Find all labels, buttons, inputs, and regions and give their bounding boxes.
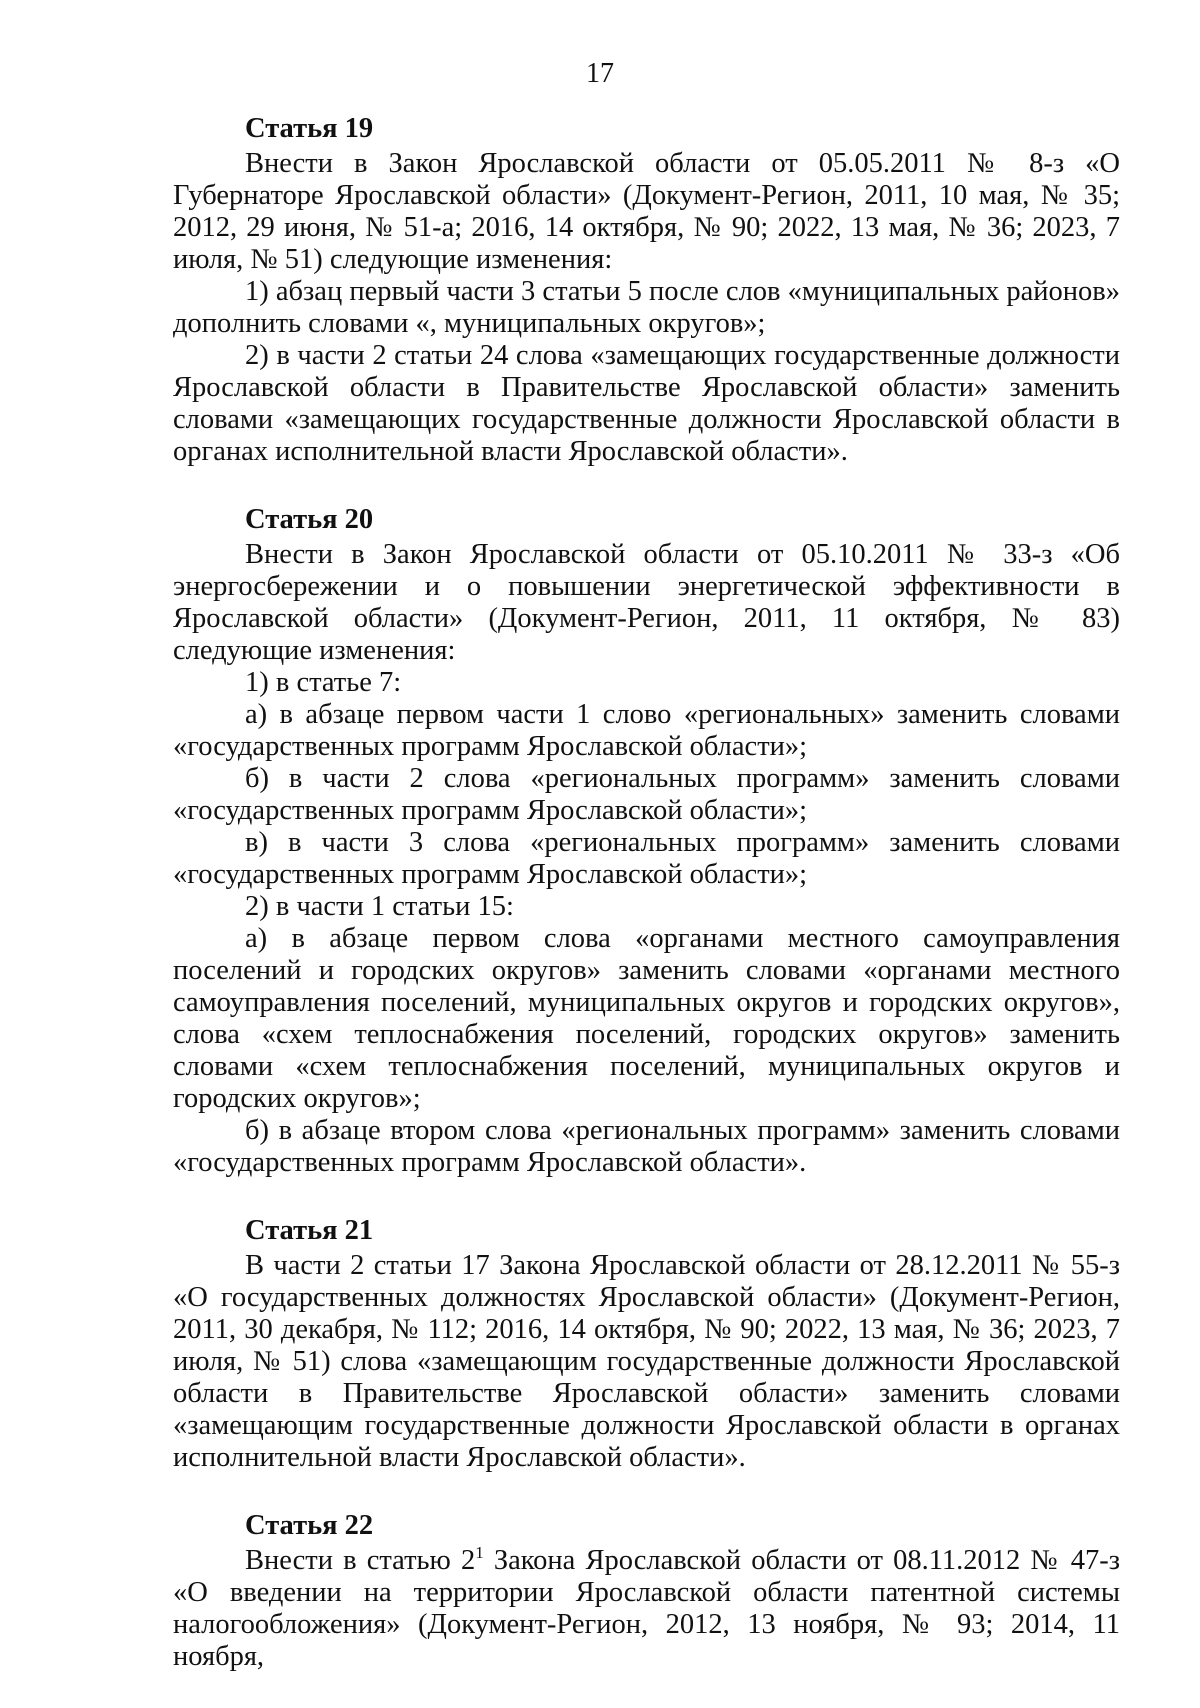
paragraph: в) в части 3 слова «региональных программ» заменить словами «государственных программ Ярославской области»; — [173, 827, 1120, 890]
paragraph: 2) в части 2 статьи 24 слова «замещающих государственные должности Ярославской области в Правительстве Ярославской области» заменить словами «замещающих государственные должности Ярославской области в органах исполнительной власти Ярославской области». — [173, 340, 1120, 467]
paragraph: 1) абзац первый части 3 статьи 5 после слов «муниципальных районов» дополнить словами «, муниципальных округов»; — [173, 276, 1120, 339]
superscript: 1 — [475, 1543, 484, 1562]
paragraph: 1) в статье 7: — [245, 667, 402, 698]
article-19 — [173, 112, 1120, 468]
article-22 — [173, 1509, 1120, 1673]
paragraph: б) в части 2 слова «региональных программ» заменить словами «государственных программ Ярославской области»; — [173, 763, 1120, 826]
paragraph: В части 2 статьи 17 Закона Ярославской области от 28.12.2011 № 55-з «О государственных должностях Ярославской области» (Документ-Регион, 2011, 30 декабря, № 112; 2016, 14 октября, № 90; 2022, 13 мая, № 36; 2023, 7 июля, № 51) слова «замещающим государственные должности Ярославской области в Правительстве Ярославской области» заменить словами «замещающим государственные должности Ярославской области в органах исполнительной власти Ярославской области». — [173, 1250, 1120, 1473]
paragraph: а) в абзаце первом слова «органами местного самоуправления поселений и городских округов» заменить словами «органами местного самоуправления поселений, муниципальных округов и городских округов», слова «схем теплоснабжения поселений, городских округов» заменить словами «схем теплоснабжения поселений, муниципальных округов и городских округов»; — [173, 923, 1120, 1114]
paragraph — [173, 1545, 1120, 1673]
paragraph-text-start: Внести в статью 2 — [245, 1545, 476, 1576]
paragraph: Внести в Закон Ярославской области от 05.05.2011 № 8-з «О Губернаторе Ярославской области» (Документ-Регион, 2011, 10 мая, № 35; 2012, 29 июня, № 51-а; 2016, 14 октября, № 90; 2022, 13 мая, № 36; 2023, 7 июля, № 51) следующие изменения: — [173, 148, 1120, 275]
article-title: Статья 21 — [245, 1215, 374, 1246]
paragraph: а) в абзаце первом части 1 слово «региональных» заменить словами «государственных программ Ярославской области»; — [173, 699, 1120, 762]
paragraph-text-end: Закона Ярославской области от 08.11.2012 № 47-з «О введении на территории Ярославской области патентной системы налогообложения» (Документ-Регион, 2012, 13 ноября, № 93; 2014, 11 ноября, — [173, 1545, 1120, 1672]
document-body — [173, 112, 1120, 1708]
article-20 — [173, 503, 1120, 1179]
article-title: Статья 19 — [245, 113, 374, 144]
paragraph: Внести в Закон Ярославской области от 05.10.2011 № 33-з «Об энергосбережении и о повышении энергетической эффективности в Ярославской области» (Документ-Регион, 2011, 11 октября, № 83) следующие изменения: — [173, 539, 1120, 666]
paragraph: б) в абзаце втором слова «региональных программ» заменить словами «государственных программ Ярославской области». — [173, 1115, 1120, 1178]
paragraph: 2) в части 1 статьи 15: — [245, 891, 514, 922]
article-21 — [173, 1214, 1120, 1474]
article-title: Статья 20 — [245, 504, 374, 535]
page-number: 17 — [586, 58, 614, 89]
article-title: Статья 22 — [245, 1510, 374, 1541]
